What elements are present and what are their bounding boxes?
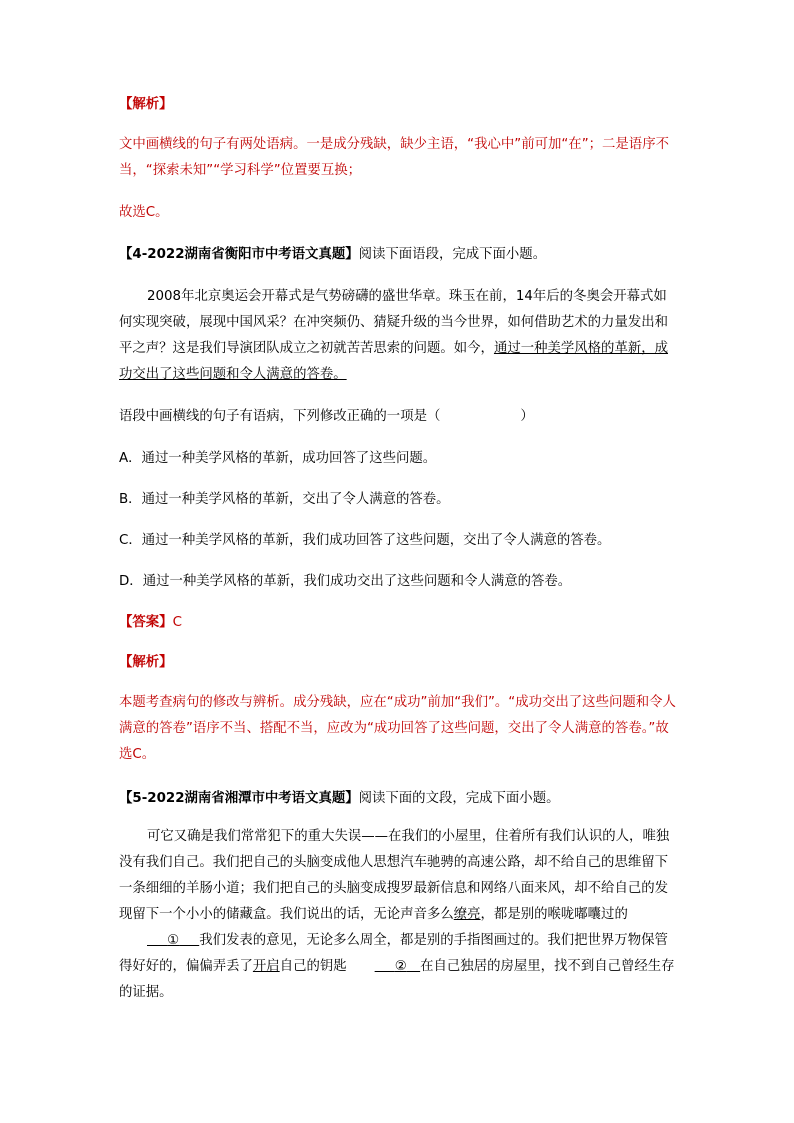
option-a: A．通过一种美学风格的革新，成功回答了这些问题。: [119, 451, 437, 466]
analysis-label-2: 【解析】: [119, 655, 173, 670]
analysis-label: 【解析】: [119, 97, 173, 112]
passage-2-text-2: ，都是别的喉咙嘟囔过的: [480, 907, 628, 922]
answer-value: C: [172, 615, 182, 630]
passage-text: 2008年北京奥运会开幕式是气势磅礴的盛世华章。珠玉在前，14年后的冬奥会开幕式如何实现突破，展现中国风采？在冲突频仍、猜疑升级的当今世界，如何借助艺术的力量发出和平之声？这是我们导演团队成立之初就苦苦思索的问题。如今，: [119, 289, 669, 356]
blank-1-number: ①: [167, 933, 180, 948]
question-source-2: 【5-2022湖南省湘潭市中考语文真题】: [119, 791, 359, 806]
passage-2: [119, 824, 679, 1006]
blank-2-number: ②: [394, 959, 407, 974]
passage-2-text-5: 在自己独居的房屋里，找不到自己曾经生存的证据。: [119, 959, 675, 1000]
answer-line: [119, 610, 679, 636]
analysis-text: 文中画横线的句子有两处语病。一是成分残缺，缺少主语，“我心中”前可加“在”；二是语序不当，“探索未知”“学习科学”位置要互换；: [119, 137, 669, 178]
question-header-2: [119, 786, 679, 812]
question-instruction: 阅读下面语段，完成下面小题。: [358, 247, 547, 262]
option-d: D．通过一种美学风格的革新，我们成功交出了这些问题和令人满意的答卷。: [119, 574, 572, 589]
choose-text: 故选C。: [119, 205, 169, 220]
passage-2-underlined-2: 开启: [252, 959, 280, 974]
analysis-text-2: 本题考查病句的修改与辨析。成分残缺，应在“成功”前加“我们”。“成功交出了这些问题和令人满意的答卷”语序不当、搭配不当，应改为“成功回答了这些问题，交出了令人满意的答卷。”故选C。: [119, 695, 676, 762]
question-source: 【4-2022湖南省衡阳市中考语文真题】: [119, 247, 359, 262]
blank-2: [347, 954, 421, 980]
question-text: 语段中画横线的句子有语病，下列修改正确的一项是（: [119, 409, 441, 424]
question-close: ）: [520, 409, 534, 424]
question-stem: [119, 404, 679, 430]
passage-2-text-3: 我们发表的意见，无论多么周全，都是别的手指图画过的。我们把世界万物保管得好好的，偏偏弄丢了: [119, 933, 668, 974]
passage: [119, 284, 679, 388]
option-c: C．通过一种美学风格的革新，我们成功回答了这些问题，交出了令人满意的答卷。: [119, 533, 611, 548]
passage-2-text-1: 可它又确是我们常常犯下的重大失误——在我们的小屋里，住着所有我们认识的人，唯独没有我们自己。我们把自己的头脑变成他人思想汽车驰骋的高速公路，却不给自己的思维留下一条细细的羊肠小道；我们把自己的头脑变成搜罗最新信息和网络八面来风，却不给自己的发现留下一个小小的储藏盒。我们说出的话，无论声音多么: [119, 829, 670, 922]
passage-2-underlined-1: 缭亮: [453, 907, 481, 922]
option-b: B．通过一种美学风格的革新，交出了令人满意的答卷。: [119, 492, 450, 507]
question-header: [119, 242, 679, 268]
question-instruction-2: 阅读下面的文段，完成下面小题。: [358, 791, 560, 806]
answer-label: 【答案】: [119, 615, 173, 630]
passage-2-text-4: 自己的钥匙: [279, 959, 347, 974]
passage-underlined-sentence: 通过一种美学风格的革新，成功交出了这些问题和令人满意的答卷。: [119, 341, 669, 382]
blank-1: [119, 928, 199, 954]
